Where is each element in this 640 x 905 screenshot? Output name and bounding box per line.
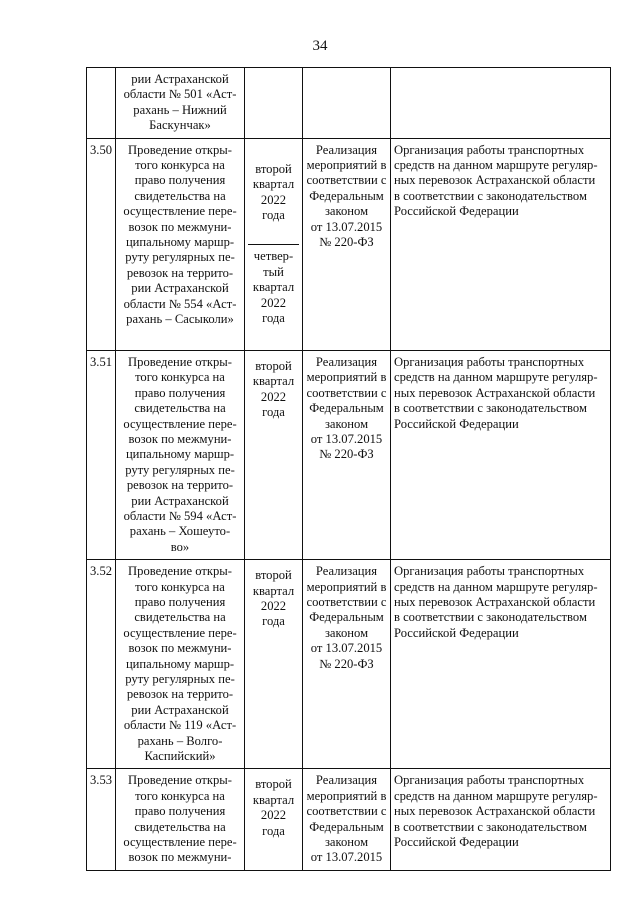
row-number: 3.53 [87, 769, 116, 870]
row-number: 3.51 [87, 350, 116, 559]
table-row [87, 769, 611, 870]
term-cell [245, 560, 303, 769]
table-row [87, 560, 611, 769]
result-cell [391, 68, 611, 139]
term-value: второй квартал 2022 года [252, 162, 295, 223]
term-value [248, 72, 299, 80]
page-number: 34 [312, 38, 328, 54]
result-cell: Организация работы транспортных средств на данном маршруте регуляр- ных перевозок Астраханской области в соответствии с законодательством Российской Федерации [391, 560, 611, 769]
table-row [87, 350, 611, 559]
term-cell [245, 138, 303, 350]
form-cell [303, 68, 391, 139]
term-value: второй квартал 2022 года [252, 568, 295, 629]
term-cell [245, 68, 303, 139]
table-row [87, 138, 611, 350]
result-cell: Организация работы транспортных средств на данном маршруте регуляр- ных перевозок Астраханской области в соответствии с законодательством Российской Федерации [391, 769, 611, 870]
row-number: 3.52 [87, 560, 116, 769]
form-cell: Реализация мероприятий в соответствии с Федеральным законом от 13.07.2015 № 220-ФЗ [303, 350, 391, 559]
event-cell: Проведение откры- того конкурса на право получения свидетельства на осуществление пере- возок по межмуни- ципальному маршр- руту регулярных пе- ревозок на террито- рии Астраханской области № 554 «Аст- рахань – Сасыколи» [116, 138, 245, 350]
result-cell: Организация работы транспортных средств на данном маршруте регуляр- ных перевозок Астраханской области в соответствии с законодательством Российской Федерации [391, 350, 611, 559]
row-number: 3.50 [87, 138, 116, 350]
form-cell: Реализация мероприятий в соответствии с Федеральным законом от 13.07.2015 № 220-ФЗ [303, 138, 391, 350]
row-number [87, 68, 116, 139]
result-cell: Организация работы транспортных средств на данном маршруте регуляр- ных перевозок Астраханской области в соответствии с законодательством Российской Федерации [391, 138, 611, 350]
event-cell: Проведение откры- того конкурса на право получения свидетельства на осуществление пере- возок по межмуни- ципальному маршр- руту регулярных пе- ревозок на террито- рии Астраханской области № 594 «Аст- рахань – Хошеуто- во» [116, 350, 245, 559]
term-value: второй квартал 2022 года [252, 777, 295, 838]
table-row [87, 68, 611, 139]
term-cell [245, 350, 303, 559]
term-cell [245, 769, 303, 870]
measures-table [86, 67, 611, 871]
form-cell: Реализация мероприятий в соответствии с Федеральным законом от 13.07.2015 № 220-ФЗ [303, 560, 391, 769]
event-cell: Проведение откры- того конкурса на право получения свидетельства на осуществление пере- возок по межмуни- [116, 769, 245, 870]
event-cell: Проведение откры- того конкурса на право получения свидетельства на осуществление пере- возок по межмуни- ципальному маршр- руту регулярных пе- ревозок на террито- рии Астраханской области № 119 «Аст- рахань – Волго- Каспийский» [116, 560, 245, 769]
form-cell: Реализация мероприятий в соответствии с Федеральным законом от 13.07.2015 [303, 769, 391, 870]
term-value: четвер- тый квартал 2022 года [248, 244, 299, 330]
term-value: второй квартал 2022 года [252, 358, 295, 420]
event-cell: рии Астраханской области № 501 «Аст- рахань – Нижний Баскунчак» [116, 68, 245, 139]
